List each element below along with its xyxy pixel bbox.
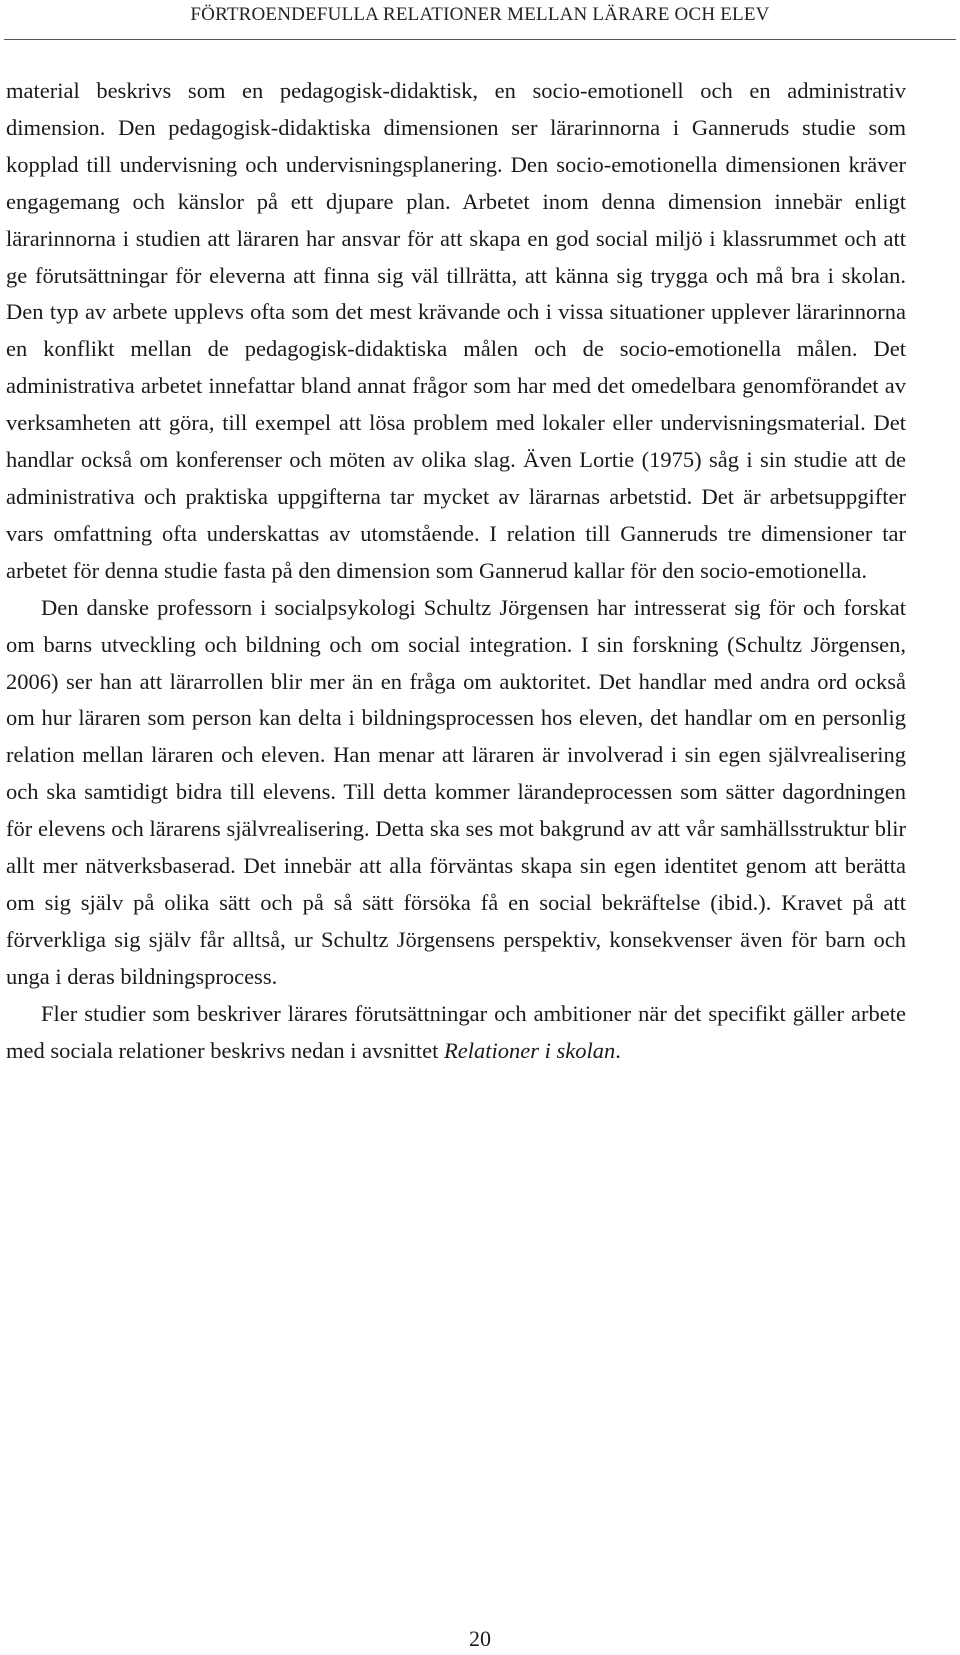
running-header: FÖRTROENDEFULLA RELATIONER MELLAN LÄRARE OCH ELEV: [190, 4, 770, 25]
paragraph-1: material beskrivs som en pedagogisk-didaktisk, en socio-emotionell och en administrativ dimension. Den pedagogisk-didaktiska dimensionen ser lärarinnorna i Ganneruds studie som kopplad till undervisning och undervisningsplanering. Den socio-emotionella dimensionen kräver engagemang och känslor på ett djupare plan. Arbetet inom denna dimension innebär enligt lärarinnorna i studien att läraren har ansvar för att skapa en god social miljö i klassrummet och att ge förutsättningar för eleverna att finna sig väl tillrätta, att känna sig trygga och må bra i skolan. Den typ av arbete upplevs ofta som det mest krävande och i vissa situationer upplever lärarinnorna en konflikt mellan de pedagogisk-didaktiska målen och de socio-emotionella målen. Det administrativa arbetet innefattar bland annat frågor som har med det omedelbara genomförandet av verksamheten att göra, till exempel att lösa problem med lokaler eller undervisningsmaterial. Det handlar också om konferenser och möten av olika slag. Även Lortie (1975) såg i sin studie att de administrativa och praktiska uppgifterna tar mycket av lärarnas arbetstid. Det är arbetsuppgifter vars omfattning ofta underskattas av utomstående. I relation till Ganneruds tre dimensioner tar arbetet för denna studie fasta på den dimension som Gannerud kallar för den socio-emotionella.: [6, 78, 906, 583]
paragraph-2: Den danske professorn i socialpsykologi Schultz Jörgensen har intresserat sig för och forskat om barns utveckling och bildning och om social integration. I sin forskning (Schultz Jörgensen, 2006) ser han att lärarrollen blir mer än en fråga om auktoritet. Det handlar med andra ord också om hur läraren som person kan delta i bildningsprocessen hos eleven, det handlar om en personlig relation mellan läraren och eleven. Han menar att läraren är involverad i sin egen självrealisering och ska samtidigt bidra till elevens. Till detta kommer lärandeprocessen som sätter dagordningen för elevens och lärarens självrealisering. Detta ska ses mot bakgrund av att vår samhällsstruktur blir allt mer nätverksbaserad. Det innebär att alla förväntas skapa sin egen identitet genom att berätta om sig själv på olika sätt och på så sätt försöka få en social bekräftelse (ibid.). Kravet på att förverkliga sig själv får alltså, ur Schultz Jörgensens perspektiv, konsekvenser även för barn och unga i deras bildningsprocess.: [6, 594, 906, 989]
header-divider: [4, 39, 956, 40]
paragraph-3: [6, 996, 906, 1070]
page-number: 20: [469, 1626, 491, 1651]
paragraph-3-text: Fler studier som beskriver lärares förutsättningar och ambitioner när det specifikt gäller arbete med sociala relationer beskrivs nedan i avsnittet: [6, 1000, 906, 1063]
section-reference: Relationer i skolan: [443, 1037, 616, 1063]
paragraph-3-end: .: [615, 1037, 621, 1063]
body-text: [6, 73, 906, 1069]
